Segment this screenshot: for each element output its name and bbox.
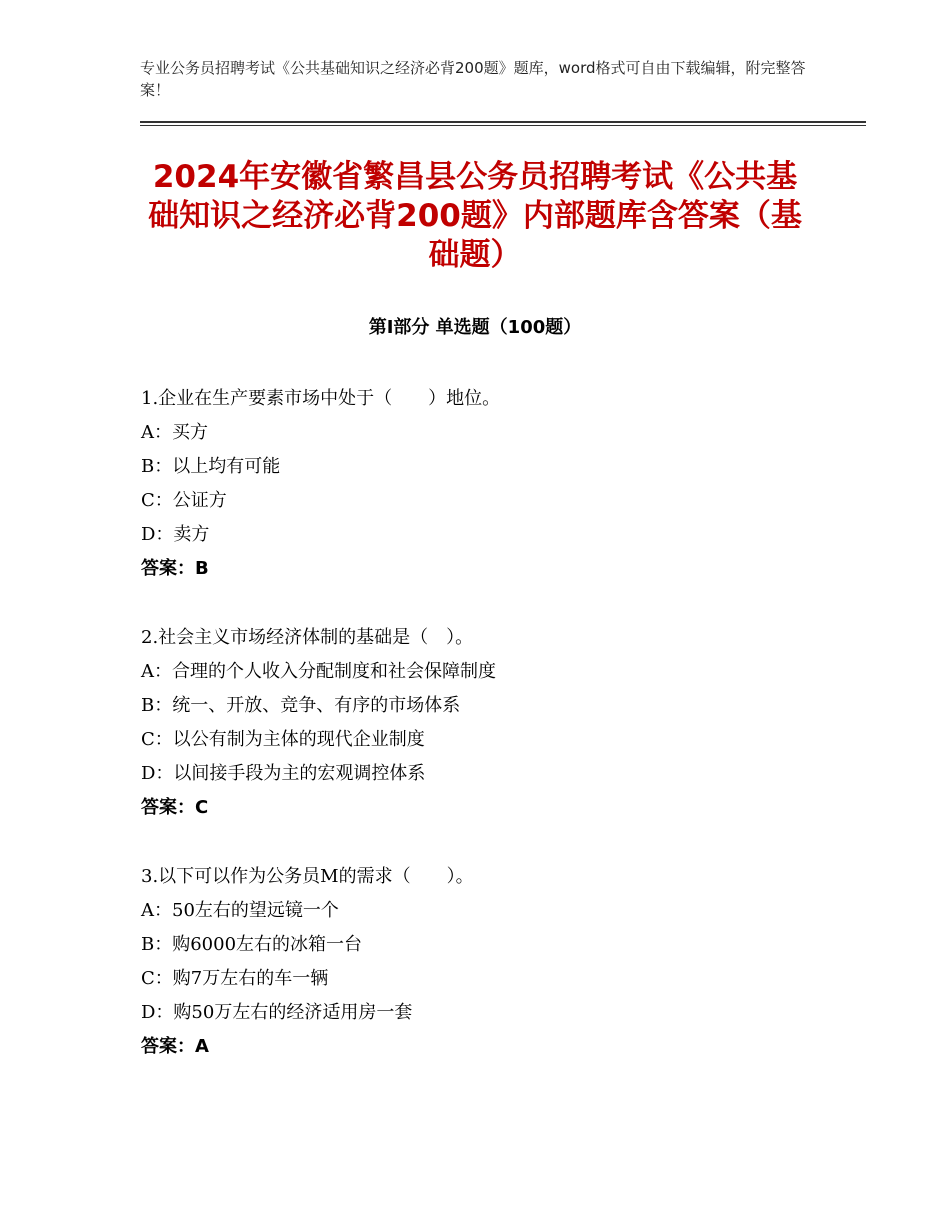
- question-list: [141, 382, 841, 1099]
- answer: 答案：C: [141, 797, 209, 818]
- answer: 答案：B: [141, 558, 209, 579]
- option-a: A：合理的个人收入分配制度和社会保障制度: [141, 661, 496, 682]
- question-1: [141, 382, 841, 586]
- question-2: [141, 621, 841, 825]
- section-title: 第Ⅰ部分 单选题（100题）: [368, 317, 582, 338]
- option-c: C：购7万左右的车一辆: [141, 968, 329, 989]
- option-c: C：以公有制为主体的现代企业制度: [141, 729, 425, 750]
- option-d: D：购50万左右的经济适用房一套: [141, 1002, 413, 1023]
- page-title: 2024年安徽省繁昌县公务员招聘考试《公共基础知识之经济必背200题》内部题库含答案（基础题）: [148, 159, 802, 273]
- option-b: B：以上均有可能: [141, 456, 281, 477]
- option-c: C：公证方: [141, 490, 227, 511]
- header-note: 专业公务员招聘考试《公共基础知识之经济必背200题》题库，word格式可自由下载编辑，附完整答案！: [140, 59, 806, 99]
- option-b: B：统一、开放、竞争、有序的市场体系: [141, 695, 461, 716]
- option-d: D：以间接手段为主的宏观调控体系: [141, 763, 426, 784]
- question-stem: 2.社会主义市场经济体制的基础是（ ）。: [141, 627, 474, 648]
- option-a: A：50左右的望远镜一个: [141, 900, 339, 921]
- option-b: B：购6000左右的冰箱一台: [141, 934, 363, 955]
- option-d: D：卖方: [141, 524, 210, 545]
- question-stem: 3.以下可以作为公务员M的需求（ ）。: [141, 866, 474, 887]
- answer: 答案：A: [141, 1036, 209, 1057]
- option-a: A：买方: [141, 422, 208, 443]
- question-stem: 1.企业在生产要素市场中处于（ ）地位。: [141, 388, 501, 409]
- header-divider-thick: [140, 121, 866, 123]
- header-divider-thin: [140, 125, 866, 126]
- question-3: [141, 860, 841, 1064]
